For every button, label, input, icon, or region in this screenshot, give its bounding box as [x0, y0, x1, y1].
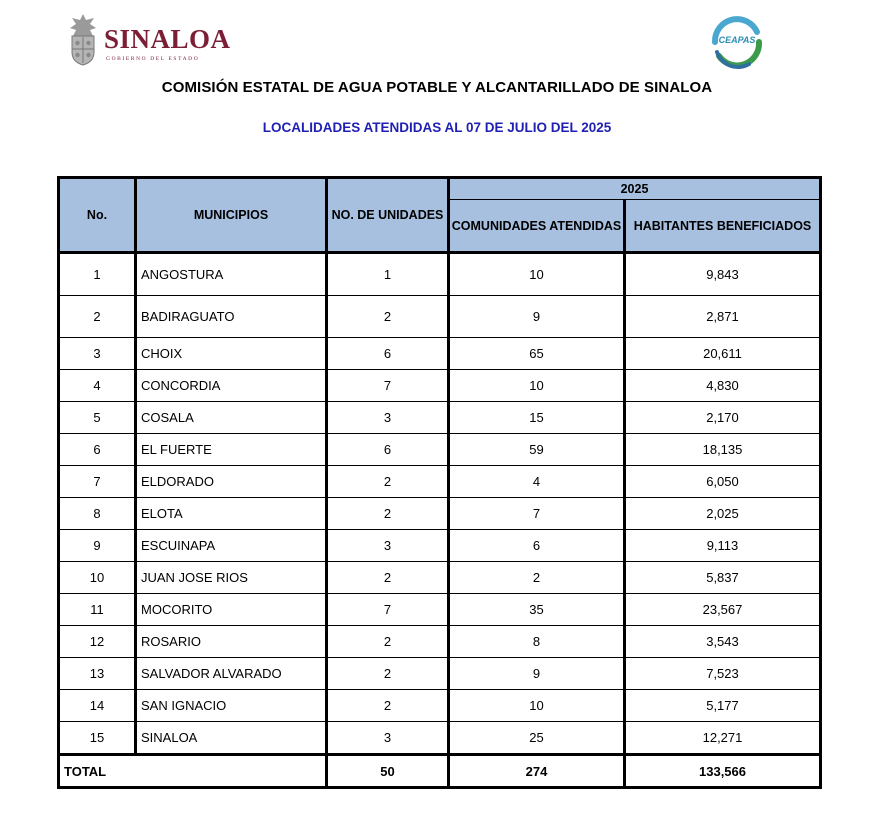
cell-comunidades: 9	[449, 658, 625, 690]
cell-habitantes: 9,113	[625, 530, 821, 562]
logo-sub-text: GOBIERNO DEL ESTADO	[106, 56, 200, 62]
cell-habitantes: 7,523	[625, 658, 821, 690]
cell-municipio: CHOIX	[136, 338, 327, 370]
cell-municipio: SAN IGNACIO	[136, 690, 327, 722]
cell-unidades: 7	[327, 370, 449, 402]
table-row	[59, 338, 821, 370]
cell-habitantes: 20,611	[625, 338, 821, 370]
table-row	[59, 434, 821, 466]
cell-unidades: 6	[327, 434, 449, 466]
sinaloa-logo	[66, 12, 231, 68]
cell-unidades: 7	[327, 594, 449, 626]
cell-unidades: 2	[327, 626, 449, 658]
cell-no: 1	[59, 253, 136, 296]
cell-comunidades: 35	[449, 594, 625, 626]
cell-municipio: ROSARIO	[136, 626, 327, 658]
cell-no: 3	[59, 338, 136, 370]
cell-habitantes: 2,025	[625, 498, 821, 530]
table-row	[59, 530, 821, 562]
cell-municipio: ELDORADO	[136, 466, 327, 498]
cell-habitantes: 18,135	[625, 434, 821, 466]
cell-comunidades: 2	[449, 562, 625, 594]
cell-no: 4	[59, 370, 136, 402]
cell-unidades: 3	[327, 722, 449, 755]
cell-habitantes: 23,567	[625, 594, 821, 626]
header-unidades: NO. DE UNIDADES	[327, 178, 449, 253]
cell-no: 5	[59, 402, 136, 434]
cell-municipio: COSALA	[136, 402, 327, 434]
cell-comunidades: 65	[449, 338, 625, 370]
cell-municipio: SALVADOR ALVARADO	[136, 658, 327, 690]
cell-habitantes: 6,050	[625, 466, 821, 498]
cell-no: 2	[59, 296, 136, 338]
table-row	[59, 253, 821, 296]
cell-no: 7	[59, 466, 136, 498]
cell-municipio: CONCORDIA	[136, 370, 327, 402]
ceapas-logo	[705, 12, 769, 72]
logo-brand-text: SINALOA	[104, 24, 231, 54]
cell-comunidades: 10	[449, 370, 625, 402]
header-year: 2025	[449, 178, 821, 200]
table-row	[59, 370, 821, 402]
header-habitantes: HABITANTES BENEFICIADOS	[625, 200, 821, 253]
header-no: No.	[59, 178, 136, 253]
cell-no: 12	[59, 626, 136, 658]
cell-comunidades: 25	[449, 722, 625, 755]
header-comunidades: COMUNIDADES ATENDIDAS	[449, 200, 625, 253]
localidades-table	[57, 176, 822, 789]
cell-habitantes: 5,177	[625, 690, 821, 722]
cell-unidades: 1	[327, 253, 449, 296]
cell-no: 8	[59, 498, 136, 530]
cell-habitantes: 9,843	[625, 253, 821, 296]
ceapas-text: CEAPAS	[718, 35, 756, 45]
table-row	[59, 594, 821, 626]
cell-habitantes: 5,837	[625, 562, 821, 594]
cell-habitantes: 3,543	[625, 626, 821, 658]
cell-comunidades: 7	[449, 498, 625, 530]
cell-municipio: JUAN JOSE RIOS	[136, 562, 327, 594]
cell-unidades: 3	[327, 402, 449, 434]
cell-comunidades: 15	[449, 402, 625, 434]
total-habitantes: 133,566	[625, 755, 821, 788]
cell-unidades: 2	[327, 562, 449, 594]
table-row	[59, 658, 821, 690]
table-row	[59, 722, 821, 755]
cell-habitantes: 4,830	[625, 370, 821, 402]
cell-unidades: 2	[327, 296, 449, 338]
table-row	[59, 402, 821, 434]
page-title: COMISIÓN ESTATAL DE AGUA POTABLE Y ALCANTARILLADO DE SINALOA	[161, 79, 713, 96]
cell-no: 10	[59, 562, 136, 594]
page-subtitle: LOCALIDADES ATENDIDAS AL 07 DE JULIO DEL 2025	[262, 120, 612, 135]
cell-comunidades: 10	[449, 690, 625, 722]
cell-comunidades: 10	[449, 253, 625, 296]
cell-habitantes: 12,271	[625, 722, 821, 755]
cell-comunidades: 8	[449, 626, 625, 658]
cell-comunidades: 59	[449, 434, 625, 466]
table-row	[59, 626, 821, 658]
table-row	[59, 562, 821, 594]
cell-unidades: 2	[327, 658, 449, 690]
cell-no: 6	[59, 434, 136, 466]
cell-habitantes: 2,871	[625, 296, 821, 338]
cell-no: 9	[59, 530, 136, 562]
cell-comunidades: 4	[449, 466, 625, 498]
table-row	[59, 296, 821, 338]
cell-unidades: 2	[327, 498, 449, 530]
cell-no: 11	[59, 594, 136, 626]
cell-no: 14	[59, 690, 136, 722]
cell-unidades: 3	[327, 530, 449, 562]
cell-municipio: ANGOSTURA	[136, 253, 327, 296]
table-row	[59, 690, 821, 722]
cell-unidades: 2	[327, 690, 449, 722]
cell-municipio: EL FUERTE	[136, 434, 327, 466]
cell-municipio: ESCUINAPA	[136, 530, 327, 562]
coat-of-arms-icon	[66, 12, 100, 66]
cell-comunidades: 9	[449, 296, 625, 338]
table-row	[59, 466, 821, 498]
cell-unidades: 2	[327, 466, 449, 498]
cell-municipio: BADIRAGUATO	[136, 296, 327, 338]
total-comunidades: 274	[449, 755, 625, 788]
total-label: TOTAL	[59, 755, 327, 788]
table-row	[59, 498, 821, 530]
cell-municipio: ELOTA	[136, 498, 327, 530]
cell-no: 13	[59, 658, 136, 690]
header-municipios: MUNICIPIOS	[136, 178, 327, 253]
cell-no: 15	[59, 722, 136, 755]
table-header	[59, 178, 821, 253]
cell-unidades: 6	[327, 338, 449, 370]
cell-municipio: MOCORITO	[136, 594, 327, 626]
total-unidades: 50	[327, 755, 449, 788]
cell-habitantes: 2,170	[625, 402, 821, 434]
total-row	[59, 755, 821, 788]
cell-municipio: SINALOA	[136, 722, 327, 755]
cell-comunidades: 6	[449, 530, 625, 562]
